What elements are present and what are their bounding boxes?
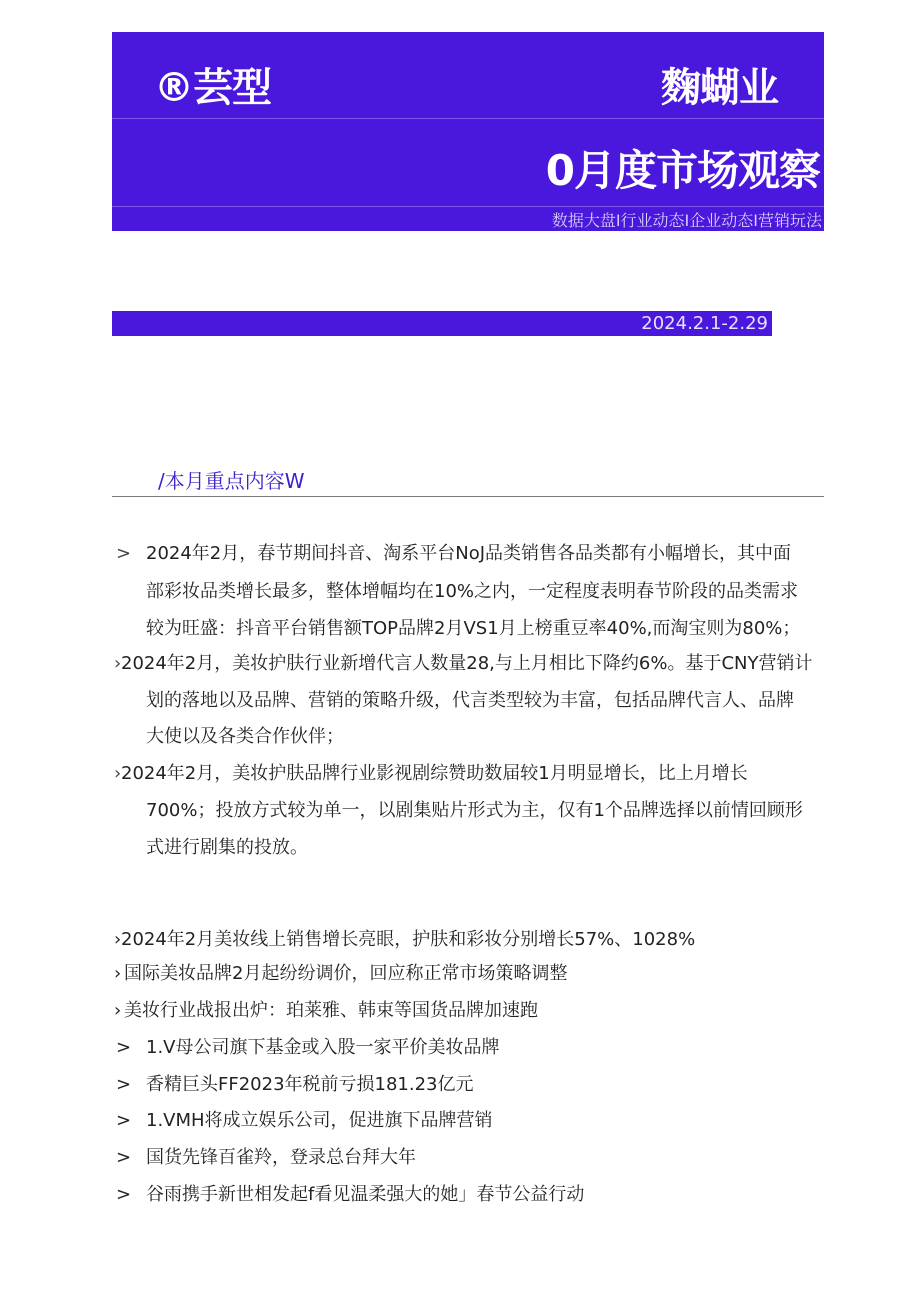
headline-text: 美妆行业战报出炉：珀莱雅、韩束等国货品牌加速跑 [124, 1000, 538, 1021]
headline-text: 2024年2月美妆线上销售增长亮眼，护肤和彩妆分别增长57%、1028% [121, 929, 696, 950]
paragraph-line: 2024年2月，美妆护肤行业新增代言人数量28,与上月相比下降约6%。基于CNY营销计 [121, 653, 813, 674]
paragraph-line: 700%；投放方式较为单一，以剧集贴片形式为主，仅有1个品牌选择以前情回顾形 [146, 800, 803, 821]
brand-name-text: 麴蝴业 [661, 65, 778, 111]
paragraph-line: 大使以及各类合作伙伴； [146, 726, 344, 747]
date-range: 2024.2.1-2.29 [641, 313, 768, 334]
paragraph-line: 较为旺盛：抖音平台销售额TOP品牌2月VS1月上榜重豆率40%,而淘宝则为80%； [146, 618, 801, 639]
date-bar [112, 311, 772, 336]
chevron-right-icon: > [116, 1074, 132, 1095]
headline-text: 香精巨头FF2023年税前亏损181.23亿元 [146, 1074, 474, 1095]
chevron-right-icon: › [114, 963, 122, 984]
chevron-right-icon: › [114, 763, 122, 784]
chevron-right-icon: > [116, 1147, 132, 1168]
chevron-right-icon: › [114, 1000, 122, 1021]
section-heading: /本月重点内容W [158, 469, 305, 493]
brand-logo-text: ®芸型 [154, 65, 271, 111]
paragraph-line: 划的落地以及品牌、营销的策略升级，代言类型较为丰富，包括品牌代言人、品牌 [146, 690, 794, 711]
chevron-right-icon: > [116, 1110, 132, 1131]
headline-text: 国货先锋百雀羚，登录总台拜大年 [146, 1147, 416, 1168]
paragraph-line: 2024年2月，春节期间抖音、淘系平台NoJ品类销售各品类都有小幅增长，其中面 [146, 543, 792, 564]
headline-text: 1.V母公司旗下基金或入股一家平价美妆品牌 [146, 1037, 500, 1058]
headline-text: 谷雨携手新世相发起f看见温柔强大的她」春节公益行动 [146, 1184, 585, 1205]
headline-text: 1.VMH将成立娱乐公司，促进旗下品牌营销 [146, 1110, 493, 1131]
chevron-right-icon: › [114, 653, 122, 674]
header-banner [112, 32, 824, 231]
report-title: 0月度市场观察 [545, 146, 820, 195]
chevron-right-icon: > [116, 1037, 132, 1058]
banner-divider [112, 118, 824, 119]
chevron-right-icon: > [116, 1184, 132, 1205]
headline-text: 国际美妆品牌2月起纷纷调价，回应称正常市场策略调整 [124, 963, 568, 984]
banner-divider [112, 206, 824, 207]
chevron-right-icon: › [114, 929, 122, 950]
section-divider [112, 496, 824, 497]
paragraph-line: 式进行剧集的投放。 [146, 837, 308, 858]
chevron-right-icon: > [116, 543, 132, 564]
paragraph-line: 部彩妆品类增长最多，整体增幅均在10%之内，一定程度表明春节阶段的品类需求 [146, 581, 799, 602]
paragraph-line: 2024年2月，美妆护肤品牌行业影视剧综赞助数届较1月明显增长，比上月增长 [121, 763, 748, 784]
report-subtitle: 数据大盘I行业动态I企业动态I营销玩法 [551, 211, 822, 230]
